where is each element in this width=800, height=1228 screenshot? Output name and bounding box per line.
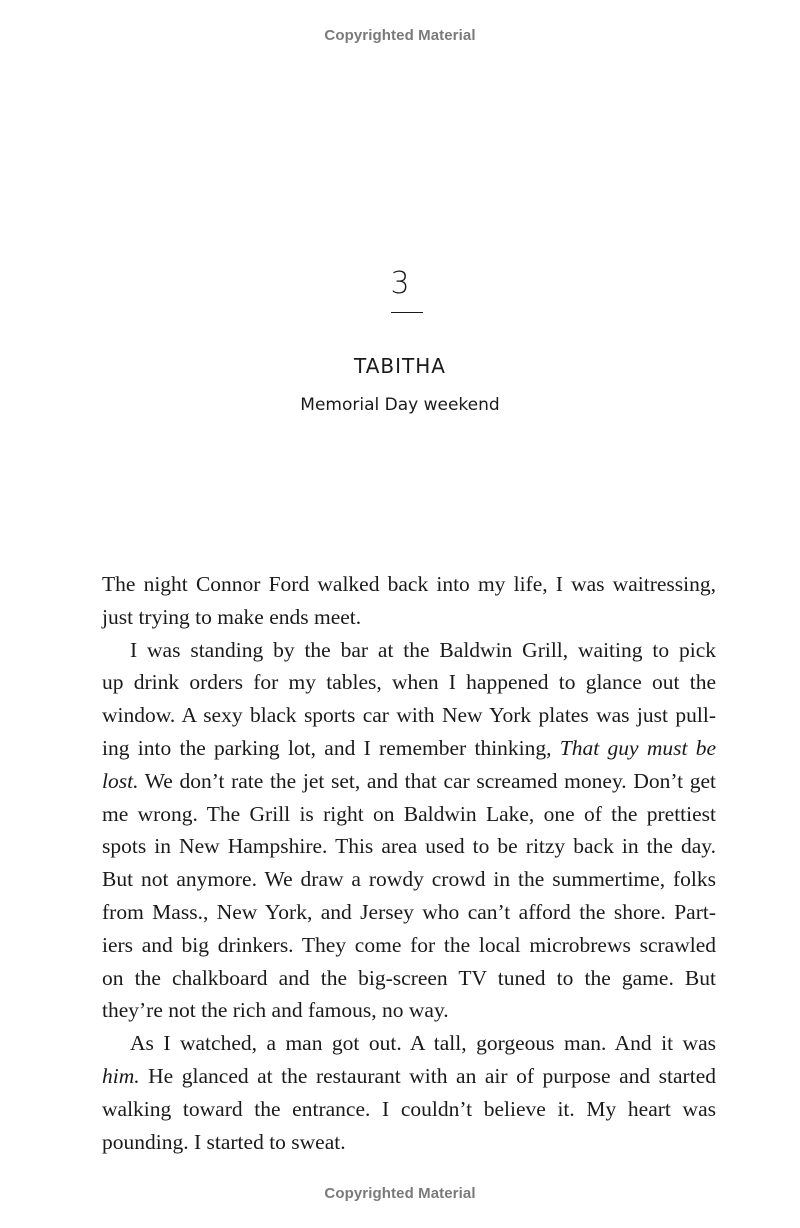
chapter-title: TABITHA [354, 354, 446, 378]
text-run: He glanced at the restaurant with an air of purpose and started [139, 1063, 716, 1088]
text-line: just trying to make ends meet. [102, 604, 362, 629]
text-line: I was standing by the bar at the Baldwin Grill, waiting to pick [130, 637, 716, 662]
text-line [102, 765, 716, 798]
paragraph-1 [102, 568, 716, 634]
chapter-divider [391, 312, 423, 313]
text-line: they’re not the rich and famous, no way. [102, 998, 449, 1023]
italic-emphasis: him. [102, 1063, 140, 1088]
text-line: pounding. I started to sweat. [102, 1129, 346, 1154]
text-line: me wrong. The Grill is right on Baldwin Lake, one of the prettiest [102, 801, 716, 826]
italic-thought: That guy must be [559, 735, 717, 760]
text-line: up drink orders for my tables, when I happened to glance out the [102, 670, 716, 695]
text-line [102, 1060, 716, 1093]
text-run: ing into the parking lot, and I remember thinking, [102, 735, 560, 760]
text-line: As I watched, a man got out. A tall, gorgeous man. And it was [130, 1031, 716, 1056]
copyright-watermark-top: Copyrighted Material [324, 27, 476, 44]
text-line: The night Connor Ford walked back into my life, I was waitressing, [102, 572, 716, 596]
paragraph-3 [102, 1027, 716, 1158]
text-line: But not anymore. We draw a rowdy crowd in the summertime, folks [102, 867, 716, 892]
text-run: We don’t rate the jet set, and that car screamed money. Don’t get [138, 768, 716, 793]
copyright-watermark-bottom: Copyrighted Material [324, 1185, 476, 1202]
text-line: window. A sexy black sports car with New York plates was just pull- [102, 703, 716, 728]
text-line: iers and big drinkers. They come for the local microbrews scrawled [102, 932, 716, 957]
text-line: walking toward the entrance. I couldn’t believe it. My heart was [102, 1096, 716, 1121]
paragraph-2 [102, 634, 716, 1028]
text-line: spots in New Hampshire. This area used to be ritzy back in the day. [102, 834, 716, 859]
text-line: on the chalkboard and the big-screen TV tuned to the game. But [102, 965, 716, 990]
chapter-number: 3 [390, 266, 410, 301]
italic-thought: lost. [102, 768, 139, 793]
text-line [102, 732, 716, 765]
chapter-subtitle: Memorial Day weekend [300, 395, 500, 415]
chapter-body [102, 568, 716, 1158]
text-line: from Mass., New York, and Jersey who can’t afford the shore. Part- [102, 899, 716, 924]
